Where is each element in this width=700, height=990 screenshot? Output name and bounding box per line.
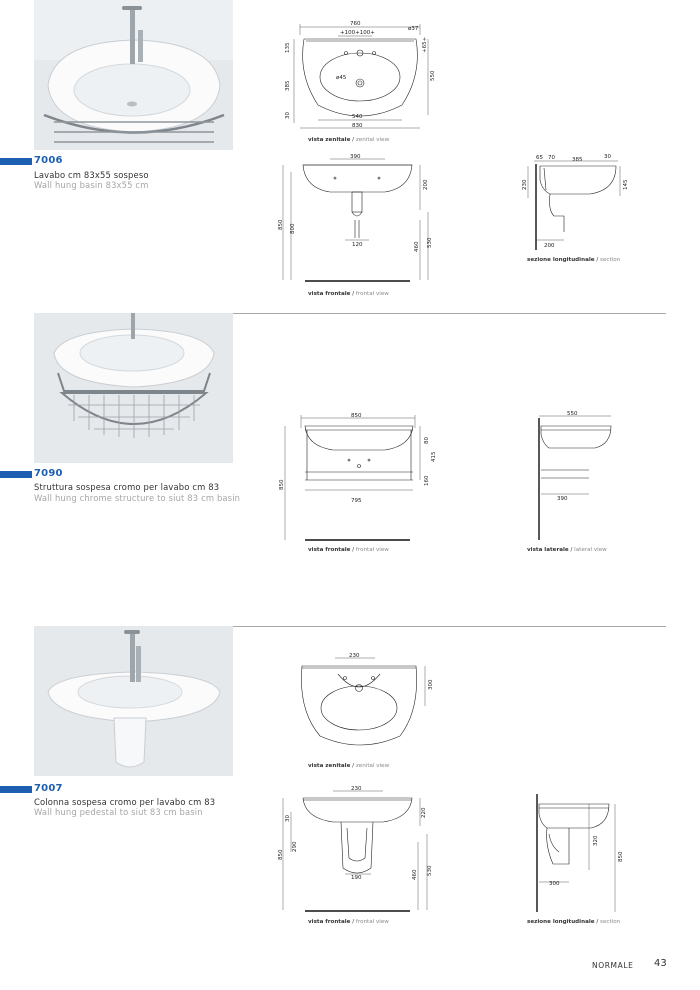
product-code: 7006 <box>34 155 63 166</box>
section-separator <box>233 313 666 314</box>
dim-trap-w: 120 <box>352 242 363 248</box>
dim-front-h3-7007: 460 <box>412 869 418 880</box>
dim-sec-c: 385 <box>572 157 583 163</box>
caption-en: frontal view <box>355 547 389 553</box>
dim-front-b-7007: 190 <box>351 875 362 881</box>
dim-sec-bottom: 200 <box>544 243 555 249</box>
dim-front-w-7090: 850 <box>351 413 362 419</box>
section-separator <box>233 626 666 627</box>
dim-top-width: 760 <box>350 21 361 27</box>
caption-it: vista frontale <box>308 547 351 553</box>
caption-frontal-7007: vista frontale / frontal view <box>308 919 389 925</box>
dim-front-right-7007: 220 <box>421 807 427 818</box>
dim-inner-w: 540 <box>352 114 363 120</box>
caption-frontal-7090: vista frontale / frontal view <box>308 547 389 553</box>
lateral-view-drawing-7090 <box>525 408 615 543</box>
footer-label: NORMALE <box>592 961 634 970</box>
caption-en: zenital view <box>355 137 390 143</box>
section-drawing-7007 <box>525 790 635 915</box>
dim-sec-850: 850 <box>618 851 624 862</box>
dim-sec-left: 230 <box>522 179 528 190</box>
caption-it: vista zenitale <box>308 763 351 769</box>
dim-front-h1: 200 <box>423 179 429 190</box>
dim-hole: ø37 <box>408 26 419 32</box>
dim-lat-top: 550 <box>567 411 578 417</box>
product-photo-7006 <box>34 0 233 150</box>
dim-front-h-out: 850 <box>278 219 284 230</box>
section-drawing-7006 <box>520 150 630 255</box>
zenital-view-drawing-7007 <box>290 650 440 760</box>
product-name-en: Wall hung chrome structure to siut 83 cm basin <box>34 493 241 503</box>
accent-bar <box>0 786 32 793</box>
product-code: 7090 <box>34 468 63 479</box>
dim-taps: +100+100+ <box>340 30 375 36</box>
dim-sec-320: 320 <box>593 835 599 846</box>
dim-front-h2: 460 <box>414 241 420 252</box>
dim-front-h2-7007: 290 <box>292 841 298 852</box>
caption-en: section <box>600 257 621 263</box>
frontal-view-drawing-7007 <box>275 782 440 917</box>
dim-front-left-7007: 850 <box>278 849 284 860</box>
caption-en: lateral view <box>574 547 607 553</box>
dim-front-bottom-7090: 795 <box>351 498 362 504</box>
product-name-en: Wall hung basin 83x55 cm <box>34 180 149 190</box>
accent-bar <box>0 158 32 165</box>
dim-sec-a: 65 <box>536 155 543 161</box>
product-photo-7007 <box>34 626 233 776</box>
caption-section-7006: sezione longitudinale / section <box>527 257 621 263</box>
dim-front-h4-7007: 530 <box>427 865 433 876</box>
caption-lateral-7090: vista laterale / lateral view <box>527 547 607 553</box>
dim-outer-w: 830 <box>352 123 363 129</box>
product-name-it: Colonna sospesa cromo per lavabo cm 83 <box>34 797 216 807</box>
caption-en: zenital view <box>355 763 390 769</box>
caption-section-7007: sezione longitudinale / section <box>527 919 621 925</box>
dim-sec-b: 70 <box>548 155 555 161</box>
dim-lat-bottom: 390 <box>557 496 568 502</box>
caption-en: frontal view <box>355 919 389 925</box>
caption-it: sezione longitudinale <box>527 257 595 263</box>
caption-zenital-7007: vista zenitale / zenital view <box>308 763 390 769</box>
dim-left-2: 385 <box>285 80 291 91</box>
caption-en: section <box>600 919 621 925</box>
caption-it: vista laterale <box>527 547 569 553</box>
dim-front-h-in: 800 <box>290 223 296 234</box>
caption-frontal-7006: vista frontale / frontal view <box>308 291 389 297</box>
page-number: 43 <box>654 958 667 969</box>
dim-front-r1: 80 <box>424 437 430 444</box>
product-name-it: Struttura sospesa cromo per lavabo cm 83 <box>34 482 220 492</box>
dim-sec-d: 30 <box>604 154 611 160</box>
product-code: 7007 <box>34 783 63 794</box>
dim-drain: ø45 <box>336 75 347 81</box>
caption-it: sezione longitudinale <box>527 919 595 925</box>
product-name-it: Lavabo cm 83x55 sospeso <box>34 170 149 180</box>
product-name-en: Wall hung pedestal to siut 83 cm basin <box>34 807 203 817</box>
dim-top-r-7007: 300 <box>428 679 434 690</box>
dim-front-r2: 415 <box>431 451 437 462</box>
dim-right-h: 550 <box>430 70 436 81</box>
dim-front-left-7090: 850 <box>279 479 285 490</box>
accent-bar <box>0 471 32 478</box>
dim-sec-300: 300 <box>549 881 560 887</box>
zenital-view-drawing-7006 <box>280 15 440 140</box>
dim-front-w-7007: 230 <box>351 786 362 792</box>
dim-front-h3: 530 <box>427 237 433 248</box>
dim-front-h1-7007: 30 <box>285 815 291 822</box>
dim-left-3: 30 <box>285 112 291 119</box>
frontal-view-drawing-7090 <box>275 410 440 545</box>
caption-it: vista frontale <box>308 291 351 297</box>
dim-sec-right: 145 <box>623 179 629 190</box>
dim-left-1: 135 <box>285 42 291 53</box>
caption-it: vista zenitale <box>308 137 351 143</box>
caption-zenital-7006: vista zenitale / zenital view <box>308 137 390 143</box>
frontal-view-drawing-7006 <box>275 150 440 290</box>
caption-en: frontal view <box>355 291 389 297</box>
dim-right-1: +65+ <box>422 36 428 53</box>
dim-front-r3: 160 <box>424 475 430 486</box>
caption-it: vista frontale <box>308 919 351 925</box>
dim-top-w-7007: 230 <box>349 653 360 659</box>
product-photo-7090 <box>34 313 233 463</box>
dim-front-top-w: 390 <box>350 154 361 160</box>
